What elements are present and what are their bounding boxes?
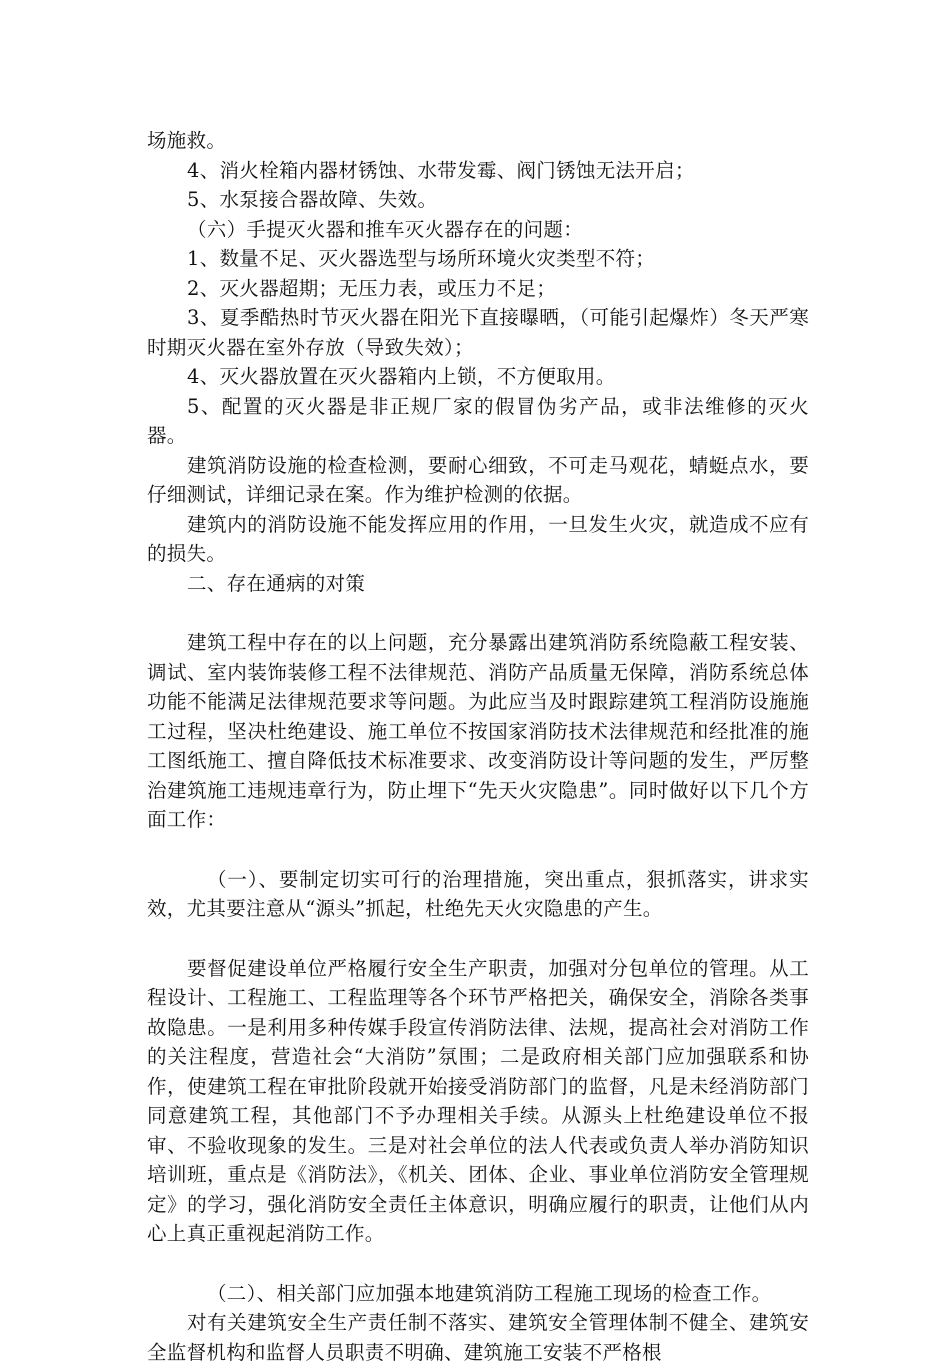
subsection-heading-one: （一）、要制定切实可行的治理措施，突出重点，狠抓落实，讲求实效，尤其要注意从“源头”抓起，杜绝先天火灾隐患的产生。 xyxy=(147,867,809,920)
list-item-expired: 2、灭火器超期；无压力表，或压力不足； xyxy=(187,276,557,300)
list-item-sun-exposure: 3、夏季酷热时节灭火器在阳光下直接曝晒，（可能引起爆炸）冬天严寒时期灭火器在室外存放（导致失效）； xyxy=(147,306,809,359)
document-page xyxy=(147,126,809,1367)
paragraph-supervision: 要督促建设单位严格履行安全生产职责，加强对分包单位的管理。从工程设计、工程施工、工程监理等各个环节严格把关，确保安全，消除各类事故隐患。一是利用多种传媒手段宣传消防法律、法规，提高社会对消防工作的关注程度，营造社会“大消防”氛围；二是政府相关部门应加强联系和协作，使建筑工程在审批阶段就开始接受消防部门的监督，凡是未经消防部门同意建筑工程，其他部门不予办理相关手续。从源头上杜绝建设单位不报审、不验收现象的发生。三是对社会单位的法人代表或负责人举办消防知识培训班，重点是《消防法》，《机关、团体、企业、事业单位消防安全管理规定》的学习，强化消防安全责任主体意识，明确应履行的职责，让他们从内心上真正重视起消防工作。 xyxy=(147,956,809,1245)
list-item-counterfeit: 5、配置的灭火器是非正规厂家的假冒伪劣产品，或非法维修的灭火器。 xyxy=(147,394,809,447)
paragraph-loss: 建筑内的消防设施不能发挥应用的作用，一旦发生火灾，就造成不应有的损失。 xyxy=(147,512,809,565)
paragraph-continuation: 场施救。 xyxy=(147,129,227,152)
list-item-hydrant-box: 4、消火栓箱内器材锈蚀、水带发霉、阀门锈蚀无法开启； xyxy=(187,158,695,182)
paragraph-inspection: 建筑消防设施的检查检测，要耐心细致，不可走马观花，蜻蜓点水，要仔细测试，详细记录在案。作为维护检测的依据。 xyxy=(147,453,809,506)
subsection-heading-two: （二）、相关部门应加强本地建筑消防工程施工现场的检查工作。 xyxy=(207,1281,772,1305)
paragraph-responsibility: 对有关建筑安全生产责任制不落实、建筑安全管理体制不健全、建筑安全监督机构和监督人员职责不明确、建筑施工安装不严格根 xyxy=(147,1311,809,1364)
list-item-locked-box: 4、灭火器放置在灭火器箱内上锁，不方便取用。 xyxy=(187,365,616,388)
section-heading-extinguishers: （六）手提灭火器和推车灭火器存在的问题： xyxy=(187,217,584,241)
paragraph-overview: 建筑工程中存在的以上问题，充分暴露出建筑消防系统隐蔽工程安装、调试、室内装饰装修工程不法律规范、消防产品质量无保障，消防系统总体功能不能满足法律规范要求等问题。为此应当及时跟踪建筑工程消防设施施工过程，坚决杜绝建设、施工单位不按国家消防技术法律规范和经批准的施工图纸施工、擅自降低技术标准要求、改变消防设计等问题的发生，严厉整治建筑施工违规违章行为，防止埋下“先天火灾隐患”。同时做好以下几个方面工作： xyxy=(147,631,809,831)
list-item-pump-adapter: 5、水泵接合器故障、失效。 xyxy=(187,188,438,211)
section-heading-countermeasures: 二、存在通病的对策 xyxy=(187,571,366,595)
list-item-quantity: 1、数量不足、灭火器选型与场所环境火灾类型不符； xyxy=(187,247,656,270)
